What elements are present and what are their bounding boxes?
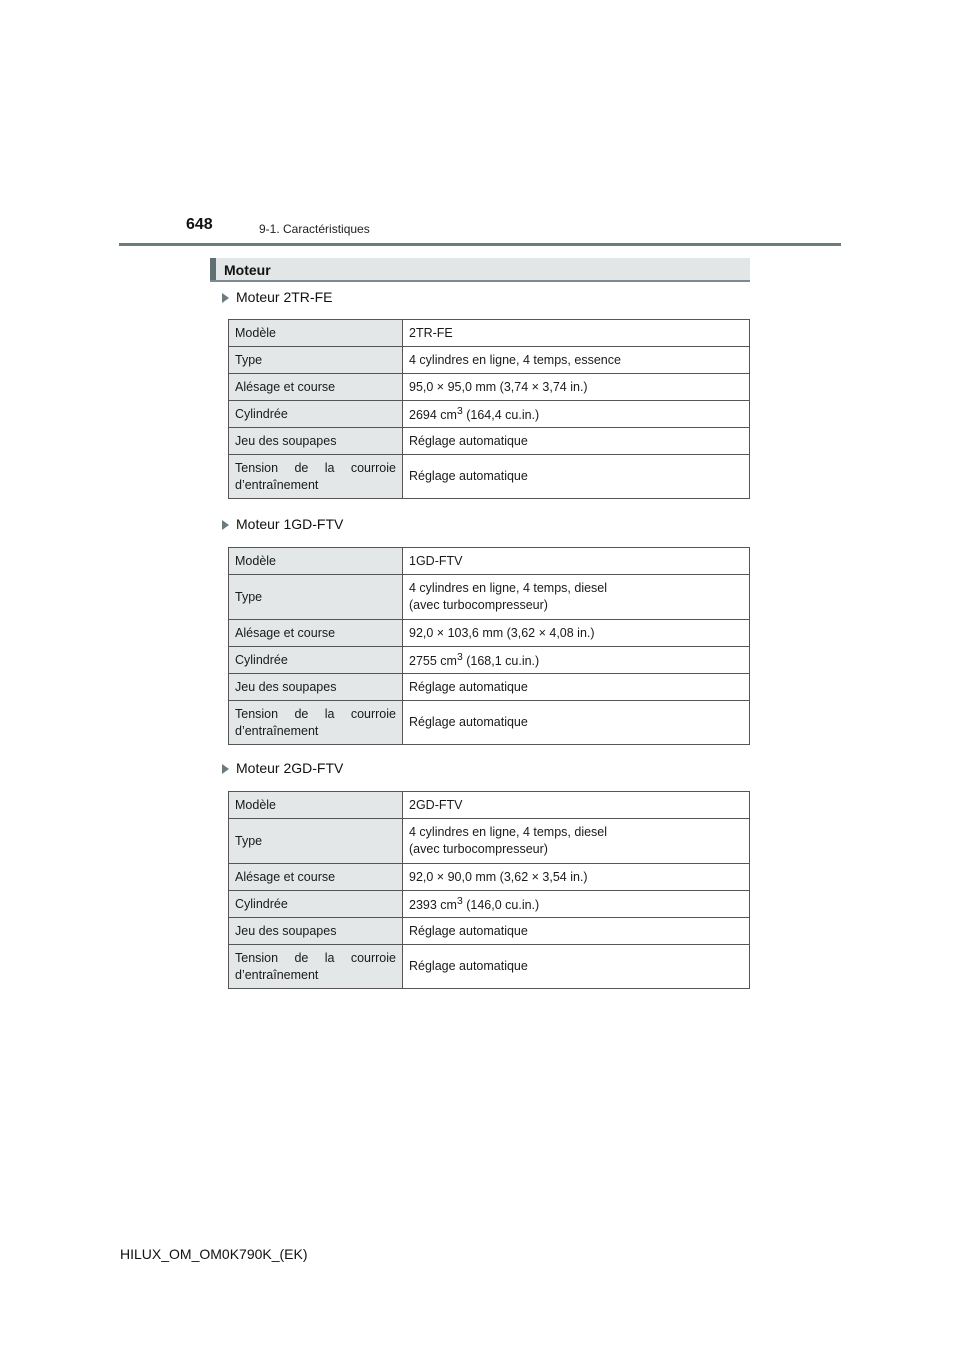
- engine-block-1gd-ftv: [228, 516, 750, 745]
- row-label: Alésage et course: [229, 620, 403, 647]
- row-label: Alésage et course: [229, 374, 403, 401]
- engine-heading: Moteur 1GD-FTV: [222, 516, 750, 538]
- row-label: Jeu des soupapes: [229, 428, 403, 455]
- arrow-right-icon: [222, 764, 229, 774]
- row-value: 4 cylindres en ligne, 4 temps, essence: [403, 347, 750, 374]
- row-label: Type: [229, 819, 403, 864]
- section-accent: [210, 258, 216, 280]
- row-value: 2TR-FE: [403, 320, 750, 347]
- row-label: Tension de la courroie d’entraînement: [229, 701, 403, 745]
- row-value: 2694 $cm^3$ (164,4 cu.in.): [403, 401, 750, 428]
- row-label: Tension de la courroie d’entraînement: [229, 455, 403, 499]
- row-label: Cylindrée: [229, 891, 403, 918]
- engine-heading: Moteur 2GD-FTV: [222, 760, 750, 782]
- table-row: [229, 401, 750, 428]
- row-label: Modèle: [229, 792, 403, 819]
- row-value: Réglage automatique: [403, 918, 750, 945]
- section-breadcrumb: 9-1. Caractéristiques: [259, 222, 370, 236]
- row-label: Cylindrée: [229, 401, 403, 428]
- row-value: 2GD-FTV: [403, 792, 750, 819]
- table-row: [229, 575, 750, 620]
- table-row: [229, 792, 750, 819]
- spec-table: [228, 319, 750, 499]
- table-row: [229, 374, 750, 401]
- table-row: [229, 647, 750, 674]
- row-value: Réglage automatique: [403, 455, 750, 499]
- row-value: 2755 $cm^3$ (168,1 cu.in.): [403, 647, 750, 674]
- row-label: Tension de la courroie d’entraînement: [229, 945, 403, 989]
- spec-table: [228, 791, 750, 989]
- table-row: [229, 701, 750, 745]
- document-footer: HILUX_OM_OM0K790K_(EK): [120, 1246, 308, 1262]
- table-row: [229, 864, 750, 891]
- spec-table: [228, 547, 750, 745]
- row-value: 92,0 × 90,0 mm (3,62 × 3,54 in.): [403, 864, 750, 891]
- table-row: [229, 918, 750, 945]
- engine-block-2gd-ftv: [228, 760, 750, 989]
- table-row: [229, 347, 750, 374]
- row-label: Jeu des soupapes: [229, 918, 403, 945]
- row-value: Réglage automatique: [403, 701, 750, 745]
- row-label: Type: [229, 347, 403, 374]
- table-row: [229, 320, 750, 347]
- row-value: 2393 $cm^3$ (146,0 cu.in.): [403, 891, 750, 918]
- row-value: Réglage automatique: [403, 428, 750, 455]
- table-row: [229, 428, 750, 455]
- section-title-bar: [210, 258, 750, 282]
- arrow-right-icon: [222, 293, 229, 303]
- row-value: Réglage automatique: [403, 674, 750, 701]
- row-value: 1GD-FTV: [403, 548, 750, 575]
- engine-block-2tr-fe: [228, 289, 750, 499]
- section-title: Moteur: [224, 262, 271, 278]
- row-label: Modèle: [229, 320, 403, 347]
- row-value: 95,0 × 95,0 mm (3,74 × 3,74 in.): [403, 374, 750, 401]
- table-row: [229, 455, 750, 499]
- row-value: Réglage automatique: [403, 945, 750, 989]
- header-divider: [119, 243, 841, 246]
- engine-heading: Moteur 2TR-FE: [222, 289, 750, 311]
- table-row: [229, 891, 750, 918]
- page-number: 648: [186, 216, 213, 233]
- row-value: 92,0 × 103,6 mm (3,62 × 4,08 in.): [403, 620, 750, 647]
- table-row: [229, 620, 750, 647]
- row-label: Cylindrée: [229, 647, 403, 674]
- arrow-right-icon: [222, 520, 229, 530]
- row-label: Type: [229, 575, 403, 620]
- row-value: 4 cylindres en ligne, 4 temps, diesel (avec turbocompresseur): [403, 575, 750, 620]
- table-row: [229, 674, 750, 701]
- row-label: Modèle: [229, 548, 403, 575]
- table-row: [229, 819, 750, 864]
- row-value: 4 cylindres en ligne, 4 temps, diesel (avec turbocompresseur): [403, 819, 750, 864]
- table-row: [229, 945, 750, 989]
- row-label: Jeu des soupapes: [229, 674, 403, 701]
- table-row: [229, 548, 750, 575]
- row-label: Alésage et course: [229, 864, 403, 891]
